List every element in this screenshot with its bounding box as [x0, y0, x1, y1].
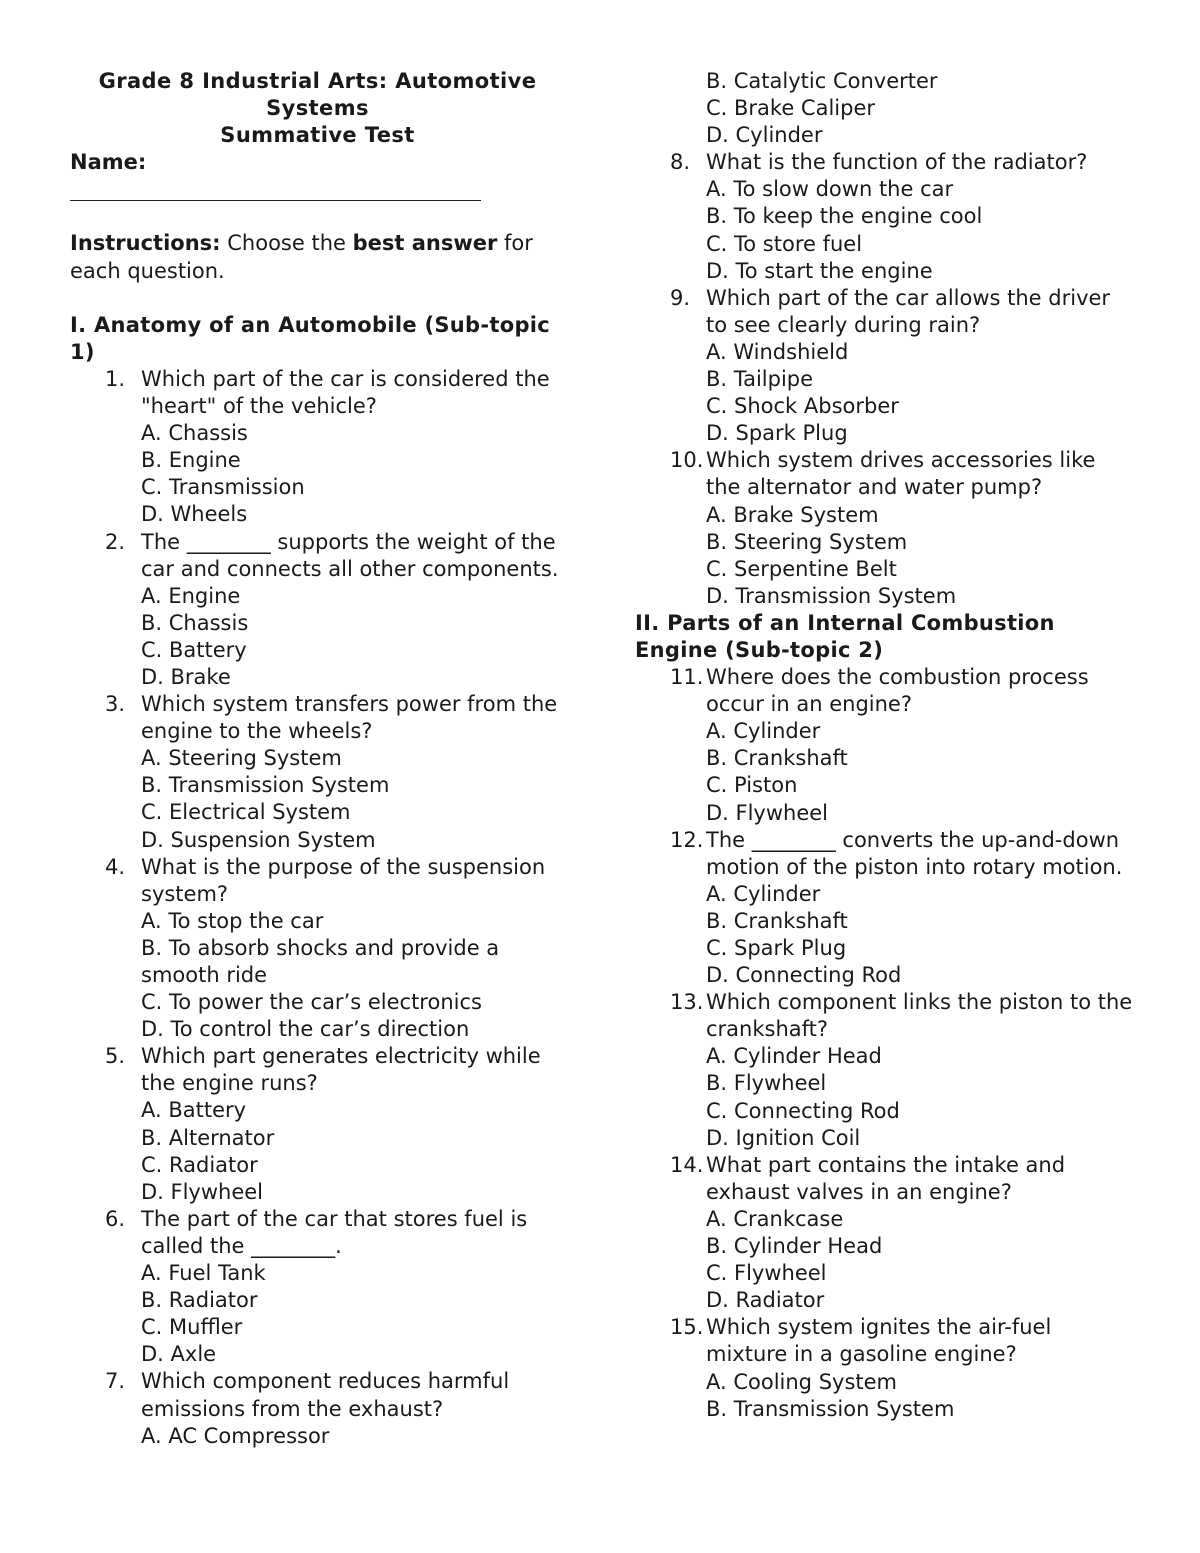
instructions — [70, 230, 565, 284]
question-number: 7. — [105, 1369, 126, 1394]
question-13 — [635, 989, 1135, 1043]
question-12 — [635, 827, 1135, 881]
answer-option[interactable]: D. Wheels — [141, 502, 248, 527]
answer-option[interactable]: C. Electrical System — [141, 800, 351, 825]
answer-option[interactable]: B. Transmission System — [706, 1396, 955, 1421]
answer-option[interactable]: D. Suspension System — [141, 827, 376, 852]
answer-option[interactable]: C. Muffler — [141, 1315, 243, 1340]
question-number: 6. — [105, 1206, 126, 1231]
answer-option[interactable]: C. To store fuel — [706, 231, 863, 256]
question-10 — [635, 447, 1135, 501]
doc-title-line-1: Grade 8 Industrial Arts: Automotive — [98, 69, 537, 93]
question-7 — [70, 1368, 565, 1422]
answer-option[interactable]: C. To power the car’s electronics — [141, 990, 482, 1015]
answer-option[interactable]: D. Cylinder — [706, 123, 823, 148]
answer-option[interactable]: D. Axle — [141, 1342, 217, 1367]
answer-option[interactable]: C. Flywheel — [706, 1261, 827, 1286]
answer-option[interactable]: C. Shock Absorber — [706, 394, 899, 419]
question-15 — [635, 1314, 1135, 1368]
question-text: The part of the car that stores fuel is called the ________. — [141, 1206, 528, 1258]
answer-option[interactable]: B. Radiator — [141, 1288, 258, 1313]
answer-option[interactable]: B. Catalytic Converter — [706, 69, 938, 93]
answer-option[interactable]: C. Spark Plug — [706, 936, 847, 960]
answer-option[interactable]: D. To control the car’s direction — [141, 1017, 470, 1042]
answer-option[interactable]: C. Serpentine Belt — [706, 556, 897, 581]
answer-option[interactable]: A. AC Compressor — [141, 1423, 330, 1448]
answer-option[interactable]: C. Brake Caliper — [706, 96, 876, 121]
question-3 — [70, 691, 565, 745]
answer-option[interactable]: A. Crankcase — [706, 1206, 844, 1231]
section-2-title: II. Parts of an Internal Combustion Engine (Sub-topic 2) — [635, 610, 1055, 662]
answer-option[interactable]: B. Flywheel — [706, 1071, 827, 1096]
name-blank-line[interactable] — [70, 176, 481, 201]
question-number: 11. — [670, 665, 704, 690]
answer-option[interactable]: A. Cylinder — [706, 719, 821, 744]
answer-option[interactable]: C. Connecting Rod — [706, 1098, 900, 1123]
question-number: 8. — [670, 150, 691, 175]
answer-option[interactable]: A. Engine — [141, 583, 241, 608]
answer-option[interactable]: B. Steering System — [706, 529, 908, 554]
answer-option[interactable]: D. Ignition Coil — [706, 1125, 861, 1150]
answer-option[interactable]: D. Brake — [141, 664, 231, 689]
question-14 — [635, 1152, 1135, 1206]
answer-option[interactable]: A. Steering System — [141, 746, 342, 771]
answer-option[interactable]: A. To slow down the car — [706, 177, 954, 202]
answer-option[interactable]: A. Cooling System — [706, 1369, 897, 1394]
answer-option[interactable]: C. Piston — [706, 773, 798, 798]
question-number: 10. — [670, 448, 704, 473]
question-11 — [635, 664, 1135, 718]
instructions-text-1: Choose the — [220, 231, 353, 256]
question-text: Which system transfers power from the engine to the wheels? — [141, 692, 558, 744]
question-number: 14. — [670, 1152, 704, 1177]
question-number: 3. — [105, 692, 126, 717]
answer-option[interactable]: B. Chassis — [141, 610, 249, 635]
answer-option[interactable]: A. Windshield — [706, 339, 849, 364]
answer-option[interactable]: B. Engine — [141, 448, 241, 473]
answer-option[interactable]: D. Radiator — [706, 1288, 825, 1313]
question-9 — [635, 285, 1135, 339]
answer-option[interactable]: B. To keep the engine cool — [706, 204, 983, 229]
question-number: 1. — [105, 366, 126, 391]
question-4 — [70, 854, 565, 908]
answer-option[interactable]: D. Transmission System — [706, 583, 957, 608]
question-number: 13. — [670, 990, 704, 1015]
question-text: Which component links the piston to the crankshaft? — [706, 990, 1133, 1042]
answer-option[interactable]: B. Transmission System — [141, 773, 390, 798]
question-text: What part contains the intake and exhaust valves in an engine? — [706, 1152, 1066, 1204]
question-text: What is the function of the radiator? — [706, 150, 1088, 175]
answer-option[interactable]: D. Flywheel — [706, 800, 829, 825]
answer-option[interactable]: A. Fuel Tank — [141, 1261, 266, 1286]
question-number: 4. — [105, 854, 126, 879]
section-1-title: I. Anatomy of an Automobile (Sub-topic 1) — [70, 312, 551, 364]
question-8 — [635, 149, 1135, 176]
question-2 — [70, 529, 565, 583]
question-text: Which part generates electricity while the engine runs? — [141, 1044, 541, 1096]
left-column — [70, 68, 565, 1450]
answer-option[interactable]: C. Battery — [141, 637, 247, 662]
question-number: 2. — [105, 529, 126, 554]
answer-option[interactable]: A. Battery — [141, 1098, 247, 1123]
question-text: Which part of the car is considered the "heart" of the vehicle? — [141, 366, 550, 419]
name-label: Name: — [70, 150, 147, 175]
doc-subtitle: Summative Test — [220, 123, 415, 148]
question-text: The ________ supports the weight of the car and connects all other components. — [141, 529, 559, 581]
answer-option[interactable]: D. Connecting Rod — [706, 963, 902, 988]
answer-option[interactable]: C. Radiator — [141, 1152, 258, 1177]
question-6 — [70, 1206, 565, 1260]
question-number: 15. — [670, 1315, 704, 1340]
right-column — [635, 68, 1135, 1423]
answer-option[interactable]: B. Tailpipe — [706, 367, 814, 392]
answer-option[interactable]: A. Cylinder — [706, 881, 821, 906]
question-text: The ________ converts the up-and-down motion of the piston into rotary motion. — [706, 827, 1123, 879]
question-number: 12. — [670, 827, 704, 852]
question-text: What is the purpose of the suspension system? — [141, 854, 546, 906]
answer-option[interactable]: B. Alternator — [141, 1125, 275, 1150]
question-number: 9. — [670, 285, 691, 310]
answer-option[interactable]: B. Crankshaft — [706, 746, 848, 771]
answer-option[interactable]: B. Crankshaft — [706, 908, 848, 933]
question-text: Which part of the car allows the driver to see clearly during rain? — [706, 285, 1111, 337]
answer-option[interactable]: A. Cylinder Head — [706, 1044, 882, 1069]
answer-option[interactable]: D. To start the engine — [706, 258, 933, 283]
answer-option[interactable]: B. Cylinder Head — [706, 1234, 883, 1259]
question-number: 5. — [105, 1044, 126, 1069]
answer-option[interactable]: D. Flywheel — [141, 1179, 264, 1204]
question-1 — [70, 366, 565, 420]
question-text: Which component reduces harmful emissions from the exhaust? — [141, 1369, 510, 1421]
instructions-bold: best answer — [352, 231, 498, 256]
question-text: Which system ignites the air-fuel mixture in a gasoline engine? — [706, 1315, 1052, 1367]
answer-option[interactable]: A. To stop the car — [141, 908, 324, 933]
answer-option[interactable]: B. To absorb shocks and provide a smooth ride — [141, 935, 500, 987]
question-5 — [70, 1043, 565, 1097]
answer-option[interactable]: C. Transmission — [141, 475, 305, 500]
answer-option[interactable]: A. Brake System — [706, 502, 879, 527]
doc-title-line-2: Systems — [266, 96, 369, 121]
answer-option[interactable]: D. Spark Plug — [706, 421, 848, 446]
question-text: Where does the combustion process occur in an engine? — [706, 665, 1089, 717]
question-text: Which system drives accessories like the alternator and water pump? — [706, 448, 1096, 500]
instructions-text-2: for each question. — [70, 231, 533, 283]
answer-option[interactable]: A. Chassis — [141, 421, 248, 446]
instructions-label: Instructions: — [70, 231, 221, 256]
